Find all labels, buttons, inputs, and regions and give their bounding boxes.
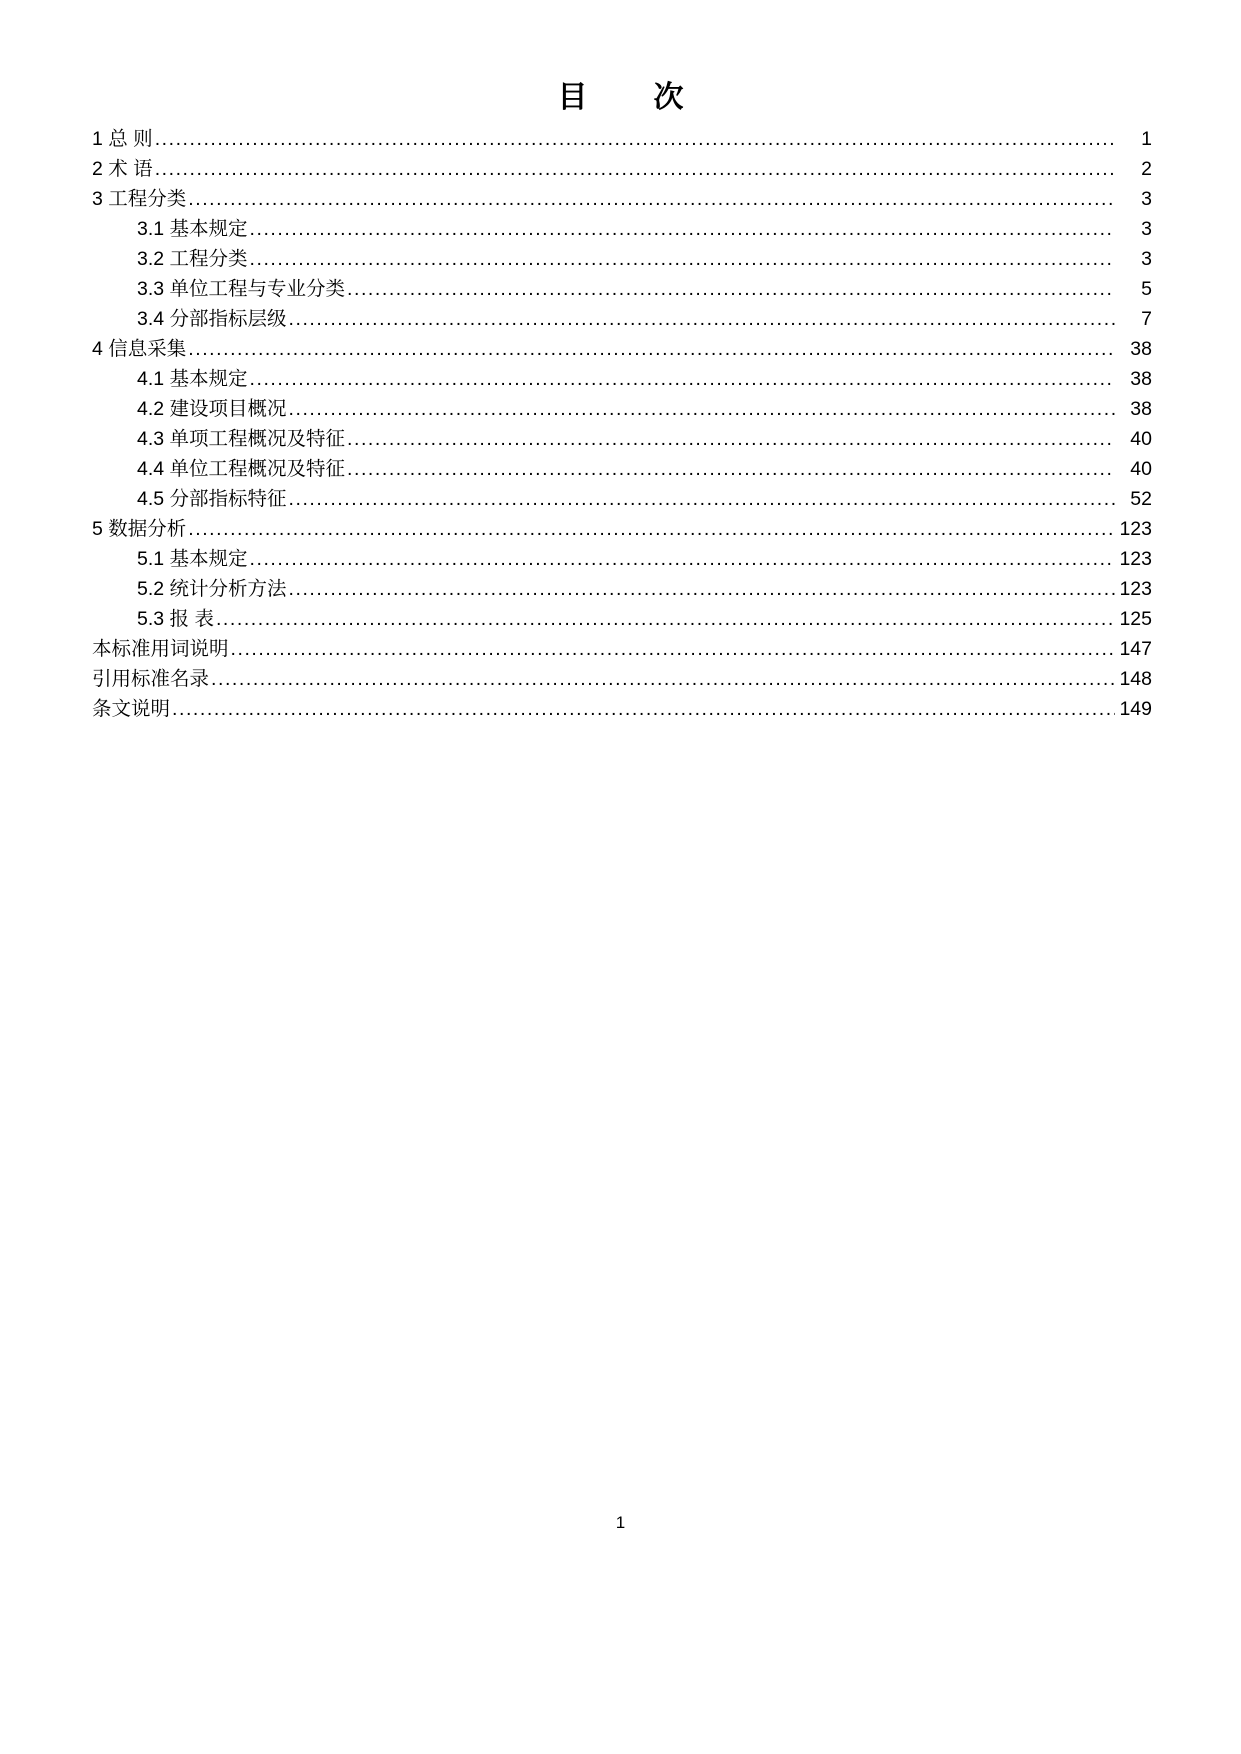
toc-entry-label: 5.1 基本规定 (137, 548, 248, 570)
toc-entry[interactable] (92, 244, 1152, 274)
toc-entry-page-number: 149 (1119, 698, 1152, 720)
toc-leader-dots (155, 154, 1115, 184)
toc-entry-page-number: 3 (1141, 248, 1152, 270)
toc-leader-dots (347, 454, 1115, 484)
toc-leader-dots (188, 514, 1115, 544)
toc-entry-page-number: 1 (1141, 128, 1152, 150)
toc-leader-dots (289, 574, 1115, 604)
toc-entry[interactable] (92, 484, 1152, 514)
toc-entry[interactable] (92, 364, 1152, 394)
toc-entry-page-number: 40 (1130, 428, 1152, 450)
toc-entry-label: 3.1 基本规定 (137, 218, 248, 240)
toc-entry-page-number: 147 (1119, 638, 1152, 660)
toc-entry-page-number: 40 (1130, 458, 1152, 480)
toc-entry[interactable] (92, 424, 1152, 454)
toc-entry[interactable] (92, 154, 1152, 184)
toc-entry[interactable] (92, 664, 1152, 694)
toc-leader-dots (250, 544, 1115, 574)
toc-entry[interactable] (92, 604, 1152, 634)
toc-entry[interactable] (92, 304, 1152, 334)
toc-leader-dots (347, 274, 1115, 304)
toc-entry-label: 3.2 工程分类 (137, 248, 248, 270)
toc-entry-label: 4.4 单位工程概况及特征 (137, 458, 346, 480)
toc-entry-page-number: 148 (1119, 668, 1152, 690)
toc-entry-label: 5.3 报 表 (137, 608, 214, 630)
toc-entry-page-number: 125 (1119, 608, 1152, 630)
toc-entry[interactable] (92, 334, 1152, 364)
toc-entry-label: 4.1 基本规定 (137, 368, 248, 390)
toc-entry-page-number: 123 (1119, 578, 1152, 600)
toc-entry-label: 4 信息采集 (92, 338, 187, 360)
toc-leader-dots (347, 424, 1115, 454)
toc-entry-page-number: 52 (1130, 488, 1152, 510)
toc-entry[interactable] (92, 454, 1152, 484)
table-of-contents (92, 124, 1152, 724)
toc-leader-dots (188, 334, 1115, 364)
toc-leader-dots (211, 664, 1115, 694)
toc-entry-label: 1 总 则 (92, 128, 153, 150)
toc-entry-label: 3.3 单位工程与专业分类 (137, 278, 346, 300)
page-title: 目 次 (557, 81, 702, 114)
toc-entry-page-number: 123 (1119, 518, 1152, 540)
toc-entry-label: 条文说明 (92, 698, 171, 720)
toc-entry[interactable] (92, 694, 1152, 724)
toc-entry-page-number: 38 (1130, 398, 1152, 420)
toc-entry-label: 4.3 单项工程概况及特征 (137, 428, 346, 450)
toc-leader-dots (231, 634, 1115, 664)
toc-entry[interactable] (92, 574, 1152, 604)
toc-entry-page-number: 2 (1141, 158, 1152, 180)
toc-leader-dots (289, 304, 1115, 334)
toc-entry[interactable] (92, 184, 1152, 214)
toc-entry[interactable] (92, 634, 1152, 664)
toc-leader-dots (289, 484, 1115, 514)
toc-leader-dots (250, 364, 1115, 394)
toc-entry-label: 3 工程分类 (92, 188, 187, 210)
toc-entry-label: 4.5 分部指标特征 (137, 488, 287, 510)
toc-entry[interactable] (92, 124, 1152, 154)
toc-entry-label: 4.2 建设项目概况 (137, 398, 287, 420)
toc-entry-page-number: 38 (1130, 368, 1152, 390)
toc-entry-page-number: 3 (1141, 218, 1152, 240)
toc-entry-page-number: 7 (1141, 308, 1152, 330)
toc-entry[interactable] (92, 514, 1152, 544)
toc-leader-dots (216, 604, 1115, 634)
toc-entry-page-number: 38 (1130, 338, 1152, 360)
toc-entry[interactable] (92, 274, 1152, 304)
toc-entry-label: 5.2 统计分析方法 (137, 578, 287, 600)
toc-entry-label: 2 术 语 (92, 158, 153, 180)
toc-leader-dots (188, 184, 1115, 214)
toc-entry-label: 引用标准名录 (92, 668, 210, 690)
toc-entry-page-number: 123 (1119, 548, 1152, 570)
toc-leader-dots (155, 124, 1115, 154)
toc-leader-dots (250, 214, 1115, 244)
toc-entry[interactable] (92, 544, 1152, 574)
toc-leader-dots (172, 694, 1115, 724)
toc-entry-page-number: 3 (1141, 188, 1152, 210)
toc-leader-dots (289, 394, 1115, 424)
toc-entry-page-number: 5 (1141, 278, 1152, 300)
toc-entry-label: 5 数据分析 (92, 518, 187, 540)
toc-entry[interactable] (92, 214, 1152, 244)
toc-entry-label: 3.4 分部指标层级 (137, 308, 287, 330)
toc-entry[interactable] (92, 394, 1152, 424)
footer-page-number: 1 (615, 1513, 626, 1532)
toc-leader-dots (250, 244, 1115, 274)
toc-entry-label: 本标准用词说明 (92, 638, 229, 660)
